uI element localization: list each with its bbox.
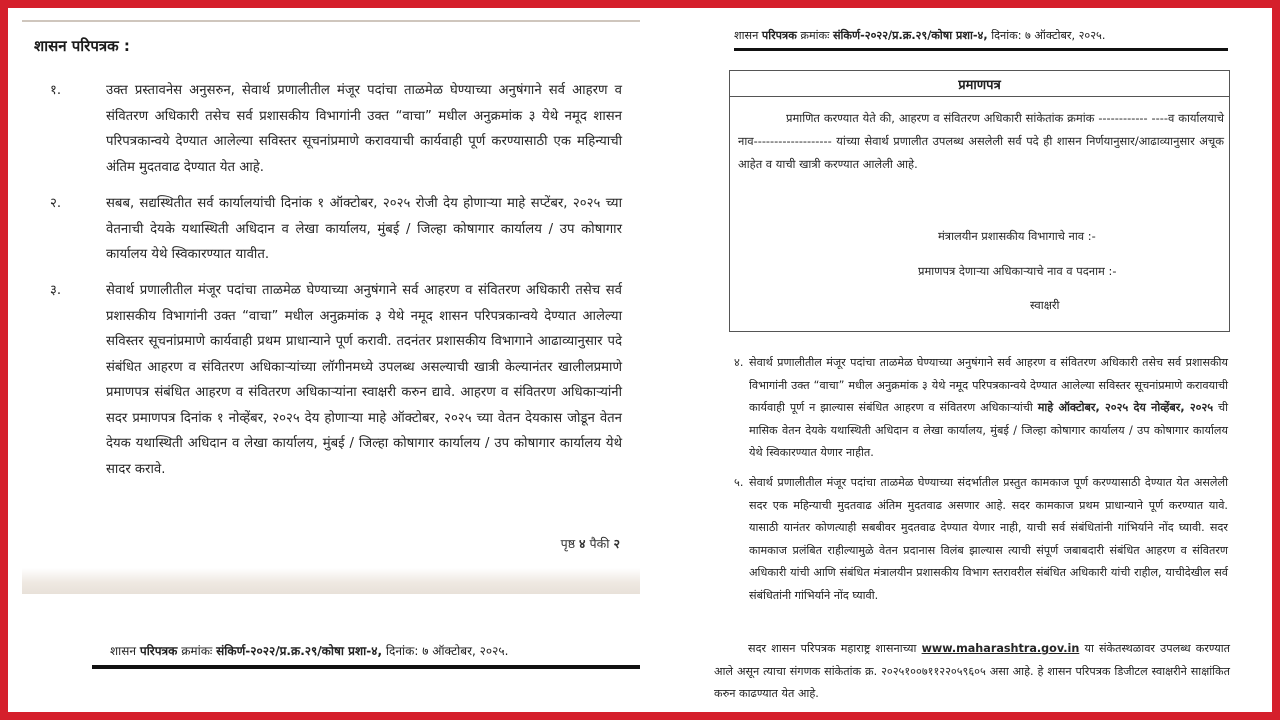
right-page — [708, 20, 1238, 710]
para-3 — [50, 278, 622, 482]
para-text: सेवार्थ प्रणालीतील मंजूर पदांचा ताळमेळ घेण्याच्या संदर्भातील प्रस्तुत कामकाज पूर्ण करण्यासाठी देण्यात येत असलेली सदर एक महिन्याची मुदतवाढ अंतिम मुदतवाढ असणार आहे. सदर कामकाज प्रथम प्राधान्याने पूर्ण करण्यात यावे. यासाठी यानंतर कोणत्याही सबबीवर मुदतवाढ देण्यात येणार नाही, याची सर्व संबंधितांनी गांभिर्याने नोंद घ्यावी. सदर कामकाज प्रलंबित राहील्यामुळे वेतन प्रदानास विलंब झाल्यास त्याची संपूर्ण जबाबदारी संबंधित आहरण व संवितरण अधिकारी यांची आणि संबंधित मंत्रालयीन प्रशासकीय विभाग स्तरावरील संबंधित अधिकारी यांची राहील, याचीदेखील सर्व संबंधितांनी गांभिर्याने नोंद घ्यावी. — [749, 476, 1228, 602]
para-number: १. — [50, 83, 62, 98]
right-header: शासन परिपत्रक क्रमांकः संकिर्ण-२०२२/प्र.क्र.२९/कोषा प्रशा-४, दिनांक: ७ ऑक्टोबर, २०२५. — [734, 29, 1106, 42]
para-5 — [734, 472, 1228, 608]
header-rule — [734, 48, 1228, 51]
frame — [8, 8, 1272, 712]
top-rule — [22, 20, 640, 22]
department-name-line: मंत्रालयीन प्रशासकीय विभागाचे नाव :- — [938, 229, 1096, 243]
para-number: ३. — [50, 283, 62, 298]
para-text: सेवार्थ प्रणालीतील मंजूर पदांचा ताळमेळ घेण्याच्या अनुषंगाने सर्व आहरण व संवितरण अधिकारी तसेच सर्व प्रशासकीय विभागांनी उक्त “वाचा” मधील अनुक्रमांक ३ येथे नमूद शासन परिपत्रकान्वये देण्यात आलेल्या सविस्तर सूचनांप्रमाणे कार्यवाही प्रथम प्राधान्याने पूर्ण करावी. तदनंतर प्रशासकीय विभागाने आढाव्यानुसार पदे संबंधित आहरण व संवितरण अधिकाऱ्यांच्या लॉगीनमध्ये उपलब्ध असल्याची खात्री केल्यानंतर खालीलप्रमाणे प्रमाणपत्र संबंधित आहरण व संवितरण अधिकाऱ्यांना स्वाक्षरी करुन द्यावे. आहरण व संवितरण अधिकाऱ्यांनी सदर प्रमाणपत्र दिनांक १ नोव्हेंबर, २०२५ देय होणाऱ्या माहे ऑक्टोबर, २०२५ च्या वेतन देयकास जोडून वेतन देयक यथास्थिती अधिदान व लेखा कार्यालय, मुंबई / जिल्हा कोषागार कार्यालय / उप कोषागार कार्यालय येथे सादर करावे. — [106, 283, 622, 477]
footer-rule — [92, 665, 640, 669]
page-number: पृष्ठ ४ पैकी २ — [560, 536, 620, 551]
para-2 — [50, 191, 622, 268]
page-edge-shade — [22, 568, 640, 594]
website-link[interactable]: www.maharashtra.gov.in — [921, 642, 1080, 655]
left-footer: शासन परिपत्रक क्रमांकः संकिर्ण-२०२२/प्र.क्र.२९/कोषा प्रशा-४, दिनांक: ७ ऑक्टोबर, २०२५. — [110, 644, 509, 658]
para-text: सेवार्थ प्रणालीतील मंजूर पदांचा ताळमेळ घेण्याच्या अनुषंगाने सर्व आहरण व संवितरण अधिकारी तसेच सर्व प्रशासकीय विभागांनी उक्त “वाचा” मधील अनुक्रमांक ३ येथे नमूद परिपत्रकान्वये देण्यात आलेल्या सविस्तर सूचनांप्रमाणे करावयाची कार्यवाही पूर्ण न झाल्यास संबंधित आहरण व संवितरण अधिकाऱ्यांची माहे ऑक्टोबर, २०२५ देय नोव्हेंबर, २०२५ ची मासिक वेतन देयके यथास्थिती अधिदान व लेखा कार्यालय, मुंबई / जिल्हा कोषागार कार्यालय / उप कोषागार कार्यालय येथे स्विकारण्यात येणार नाहीत. — [749, 356, 1228, 460]
signature-line: स्वाक्षरी — [1030, 298, 1060, 312]
para-text: सबब, सद्यस्थितीत सर्व कार्यालयांची दिनांक १ ऑक्टोबर, २०२५ रोजी देय होणाऱ्या माहे सप्टेंबर, २०२५ च्या वेतनाची देयके यथास्थिती अधिदान व लेखा कार्यालय, मुंबई / जिल्हा कोषागार कार्यालय / उप कोषागार कार्यालय येथे स्विकारण्यात यावीत. — [106, 196, 622, 262]
section-heading: शासन परिपत्रक : — [34, 37, 130, 55]
certificate-title-rule — [730, 96, 1229, 97]
officer-name-line: प्रमाणपत्र देणाऱ्या अधिकाऱ्याचे नाव व पदनाम :- — [918, 264, 1117, 278]
para-number: ४. — [734, 356, 744, 369]
para-1 — [50, 78, 622, 180]
para-number: ५. — [734, 476, 744, 489]
left-page — [22, 20, 640, 700]
certificate-box — [729, 70, 1230, 332]
para-text: उक्त प्रस्तावनेस अनुसरुन, सेवार्थ प्रणालीतील मंजूर पदांचा ताळमेळ घेण्याच्या अनुषंगाने सर्व आहरण व संवितरण अधिकारी तसेच सर्व प्रशासकीय विभागांनी उक्त “वाचा” मधील अनुक्रमांक ३ येथे नमूद शासन परिपत्रकान्वये देण्यात आलेल्या सविस्तर सूचनांप्रमाणे करावयाची कार्यवाही पूर्ण करण्यासाठी एक महिन्याची अंतिम मुदतवाढ देण्यात येत आहे. — [106, 83, 622, 175]
para-number: २. — [50, 196, 62, 211]
certificate-title: प्रमाणपत्र — [958, 78, 1001, 93]
para-4 — [734, 352, 1228, 465]
website-note: सदर शासन परिपत्रक महाराष्ट्र शासनाच्या www.maharashtra.gov.in या संकेतस्थळावर उपलब्ध करण्यात आले असून त्याचा संगणक सांकेतांक क्र. २०२५१००७११२२०५९६०५ असा आहे. हे शासन परिपत्रक डिजीटल स्वाक्षरीने साक्षांकित करुन काढण्यात येत आहे. — [714, 642, 1230, 701]
certificate-body: प्रमाणित करण्यात येते की, आहरण व संवितरण अधिकारी सांकेतांक क्रमांक ------------ ----व कार्यालयाचे नाव------------------- यांच्या सेवार्थ प्रणालीत उपलब्ध असलेली सर्व पदे ही शासन निर्णयानुसार/आढाव्यानुसार अचूक आहेत व याची खात्री करण्यात आलेली आहे. — [738, 111, 1224, 171]
